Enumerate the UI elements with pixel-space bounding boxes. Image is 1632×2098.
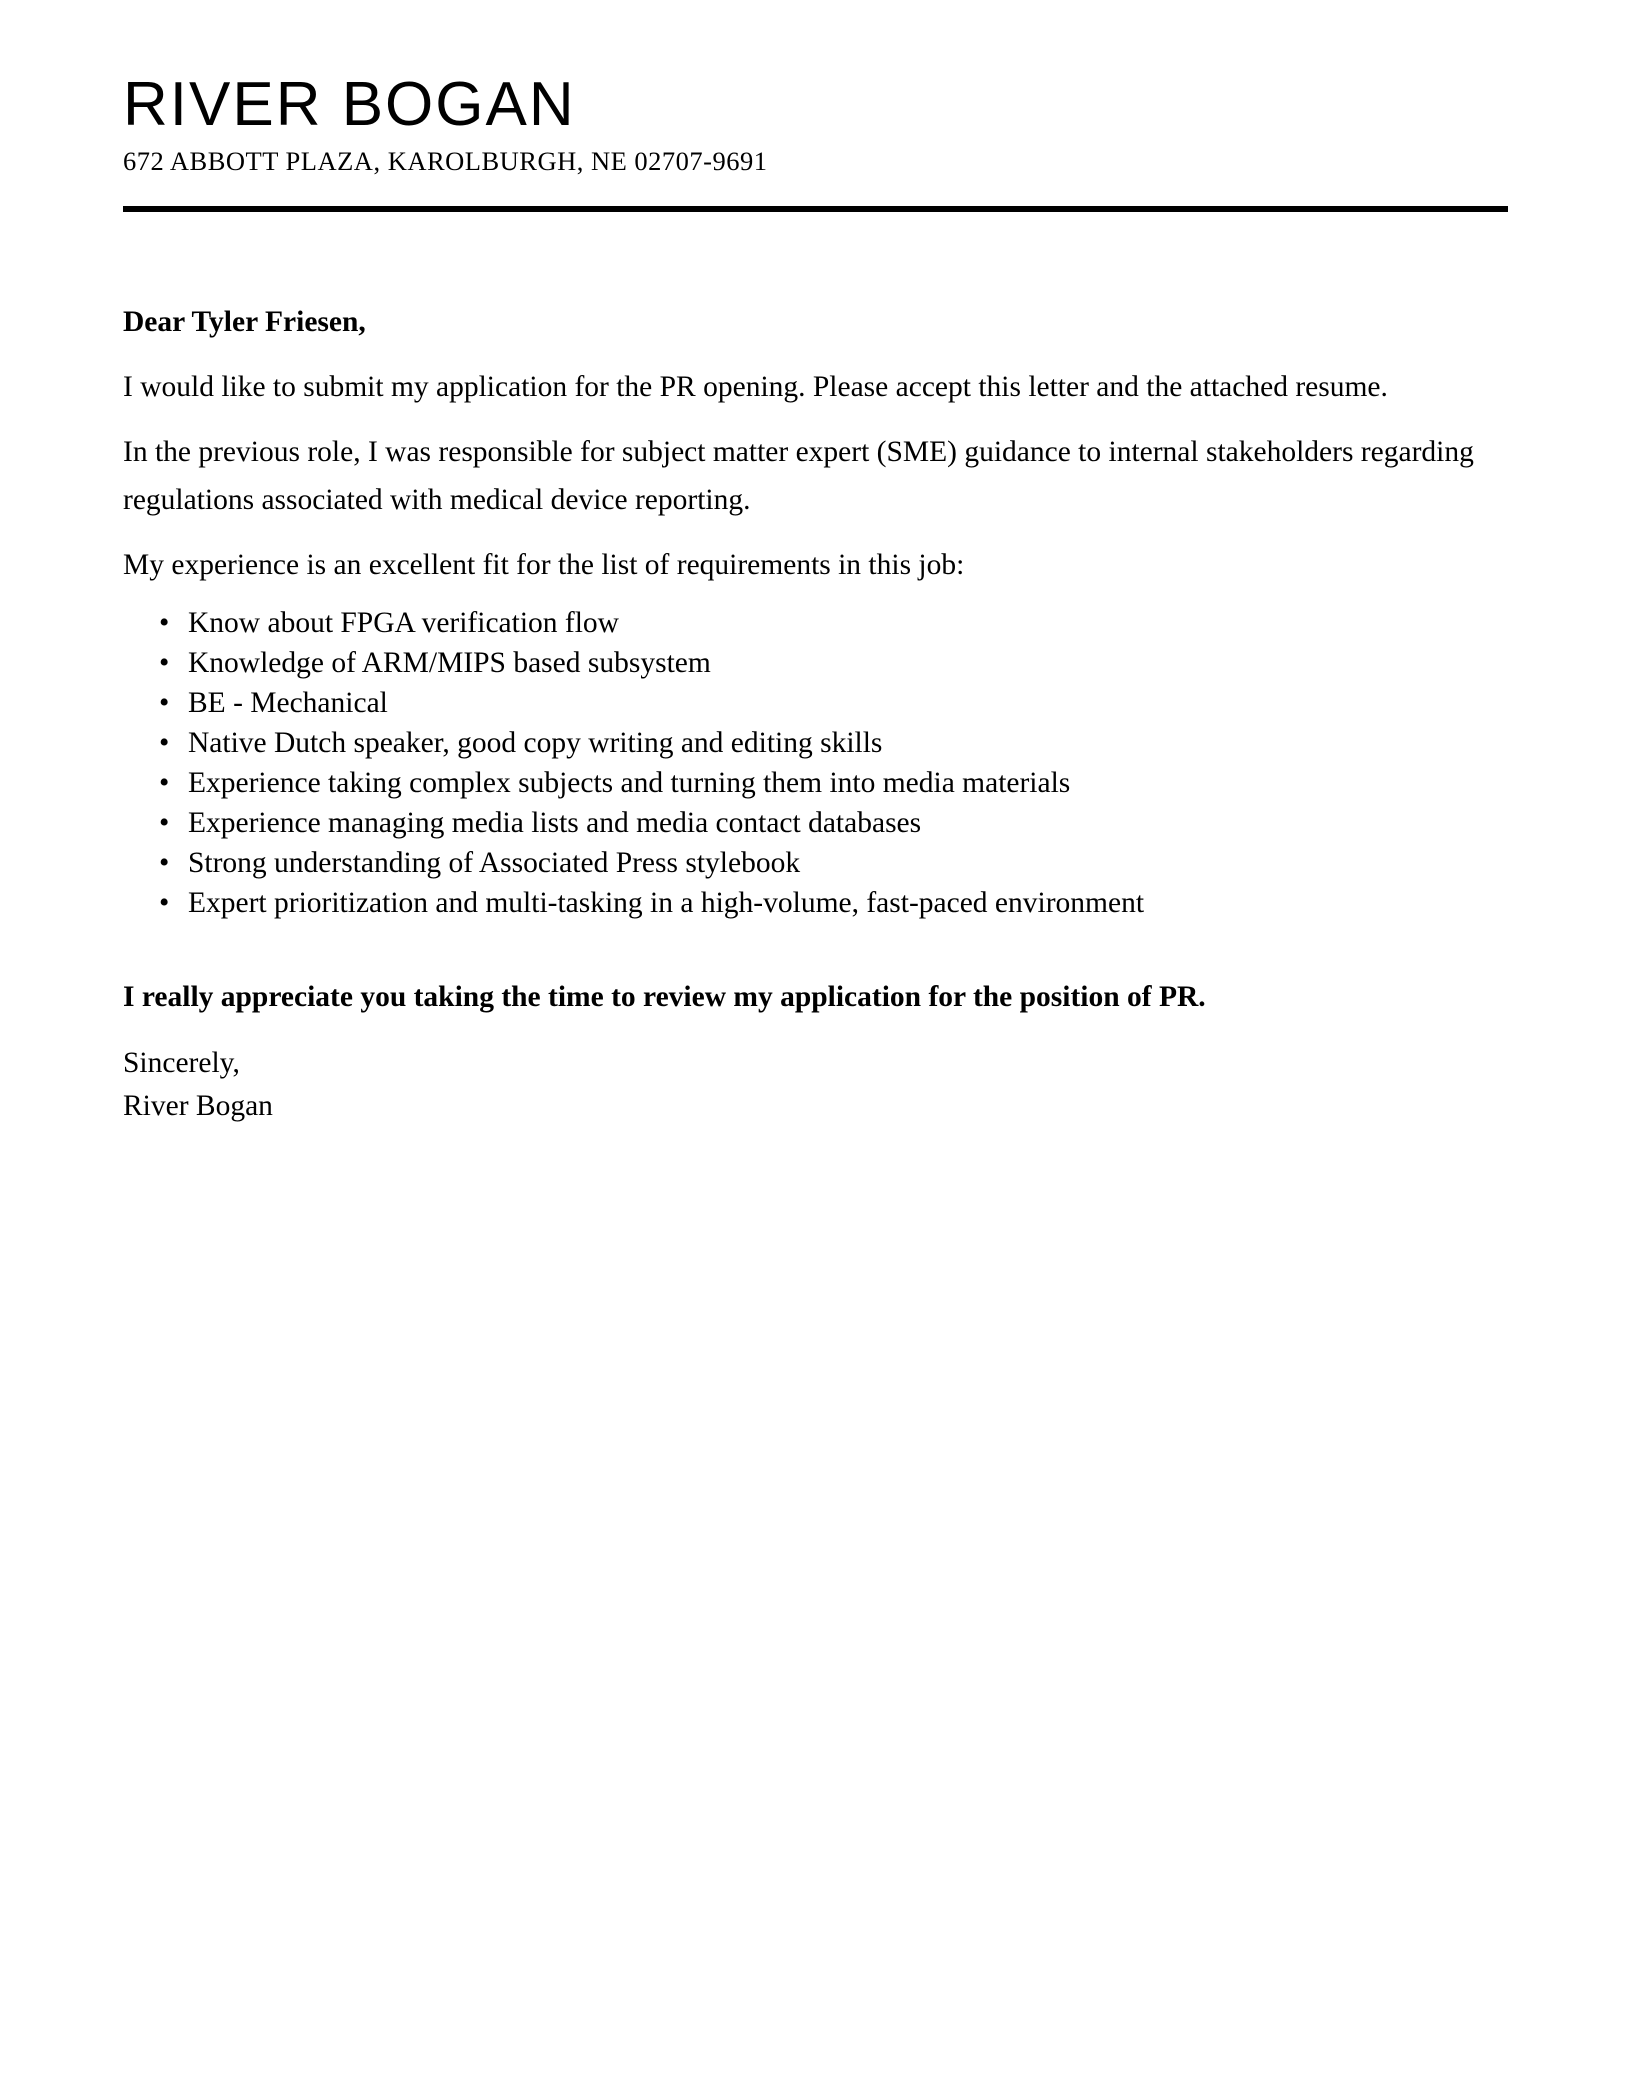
list-item: • BE - Mechanical: [188, 683, 1508, 723]
list-item: • Know about FPGA verification flow: [188, 603, 1508, 643]
list-item: • Experience taking complex subjects and turning them into media materials: [188, 763, 1508, 803]
list-item: • Expert prioritization and multi-tasking in a high-volume, fast-paced environment: [188, 883, 1508, 923]
paragraph-experience-fit: My experience is an excellent fit for the list of requirements in this job:: [123, 549, 965, 581]
header-divider: [123, 206, 1508, 212]
requirements-list: [123, 603, 1508, 923]
list-item: • Strong understanding of Associated Press stylebook: [188, 843, 1508, 883]
list-item: • Native Dutch speaker, good copy writing and editing skills: [188, 723, 1508, 763]
closing-statement: I really appreciate you taking the time to review my application for the position of PR.: [123, 981, 1206, 1013]
list-item: • Knowledge of ARM/MIPS based subsystem: [188, 643, 1508, 683]
signature-block: [123, 1042, 1508, 1128]
sender-address: 672 ABBOTT PLAZA, KAROLBURGH, NE 02707-9691: [123, 146, 768, 176]
salutation: Dear Tyler Friesen,: [123, 306, 366, 338]
list-item: • Experience managing media lists and media contact databases: [188, 803, 1508, 843]
letter-content: [123, 0, 1508, 1128]
sender-name: RIVER BOGAN: [123, 70, 576, 139]
signature-name: River Bogan: [123, 1090, 273, 1122]
paragraph-previous-role: In the previous role, I was responsible for subject matter expert (SME) guidance to internal stakeholders regarding regulations associated with medical device reporting.: [123, 436, 1474, 516]
paragraph-intro: I would like to submit my application for the PR opening. Please accept this letter and the attached resume.: [123, 371, 1388, 403]
signoff: Sincerely,: [123, 1047, 240, 1079]
